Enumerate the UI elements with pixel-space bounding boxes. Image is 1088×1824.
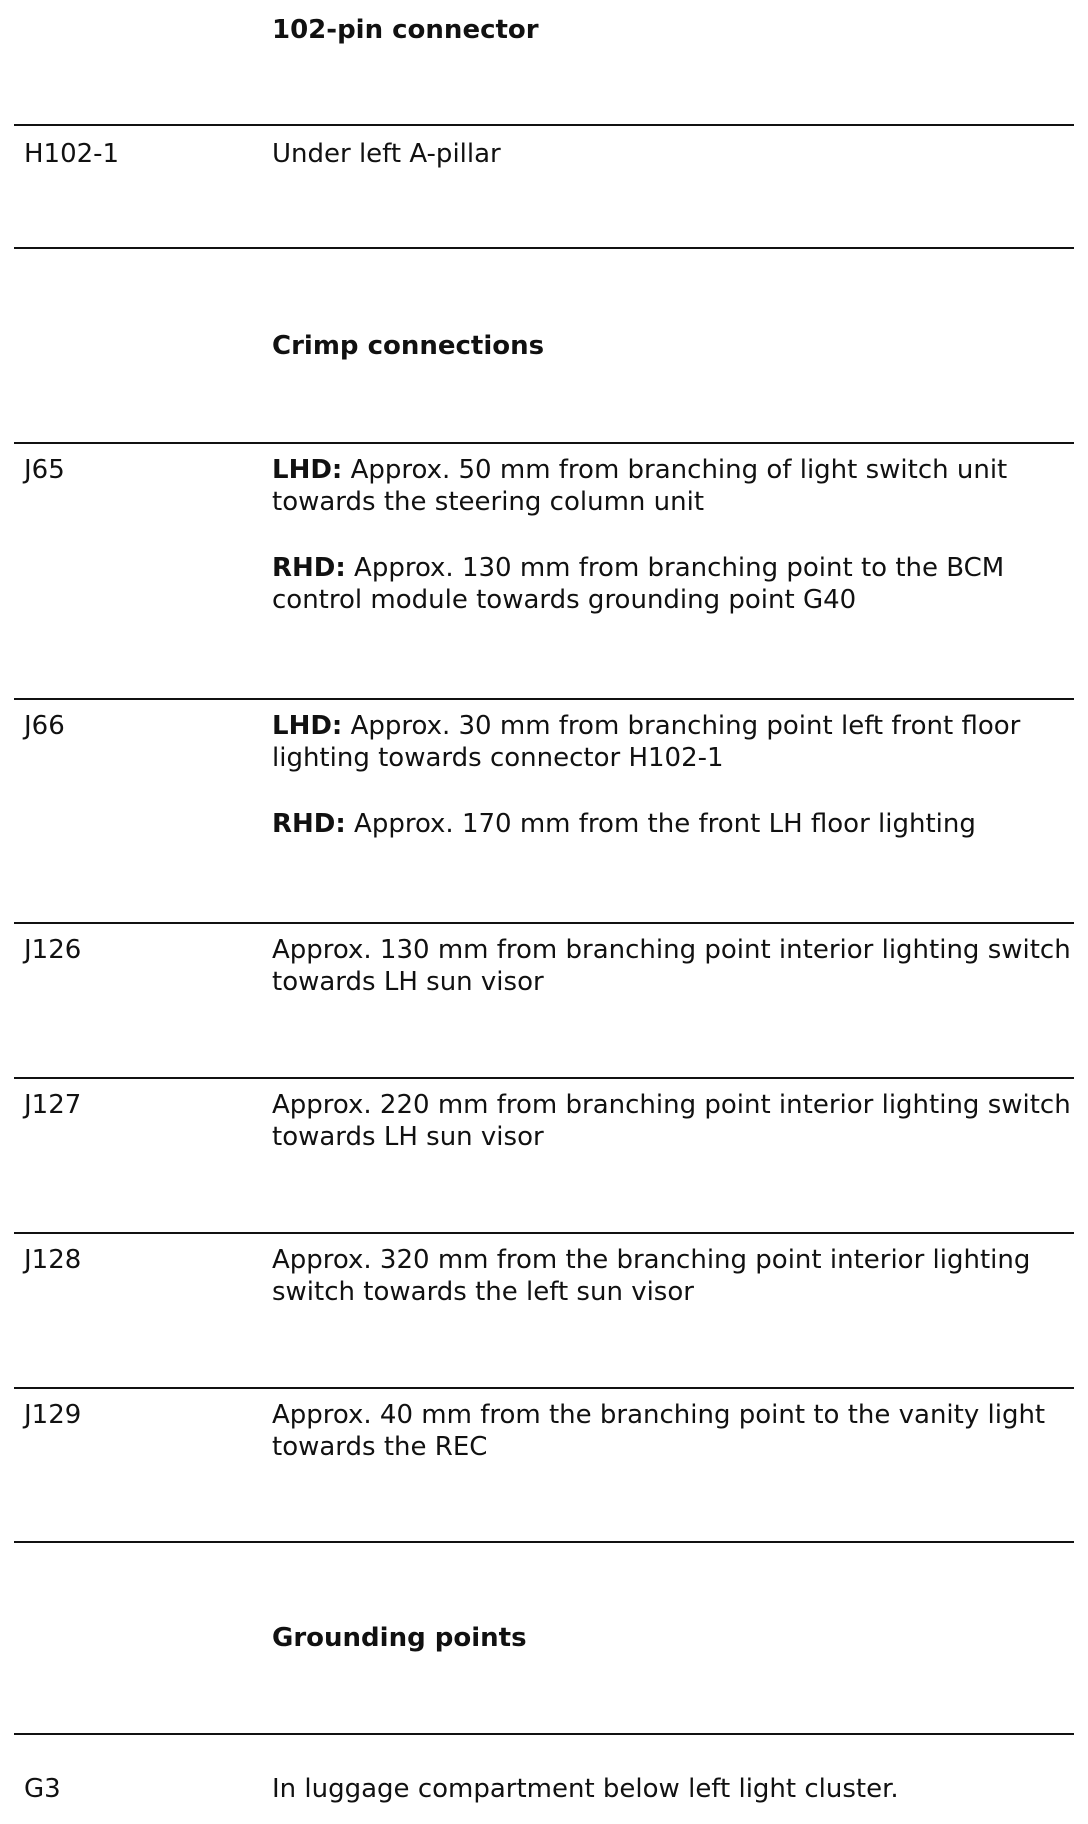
lhd-label: LHD: [272,455,343,485]
row-desc-j127 [272,1089,1072,1153]
divider [14,1077,1074,1079]
divider [14,1387,1074,1389]
row-text: Approx. 40 mm from the branching point to the vanity light towards the REC [272,1400,1046,1462]
lhd-note [272,710,1072,774]
row-code-g3: G3 [24,1774,61,1804]
rhd-text: Approx. 130 mm from branching point to the BCM control module towards grounding point G40 [272,553,1005,615]
row-desc-j66 [272,710,1072,840]
row-desc-j128 [272,1244,1072,1308]
divider [14,1541,1074,1543]
divider [14,1232,1074,1234]
row-desc-g3 [272,1773,1072,1805]
section-heading-crimp: Crimp connections [272,331,545,361]
lhd-text: Approx. 30 mm from branching point left front floor lighting towards connector H102-1 [272,711,1021,773]
lhd-note [272,454,1072,518]
row-code-h102-1: H102-1 [24,139,120,169]
row-desc-j126 [272,934,1072,998]
divider [14,247,1074,249]
rhd-label: RHD: [272,809,346,839]
row-text: In luggage compartment below left light cluster. [272,1774,899,1804]
divider [14,698,1074,700]
row-code-j128: J128 [24,1245,82,1275]
row-desc-j129 [272,1399,1072,1463]
rhd-label: RHD: [272,553,346,583]
row-text: Under left A-pillar [272,139,501,169]
row-code-j66: J66 [24,711,65,741]
row-code-j127: J127 [24,1090,82,1120]
rhd-note [272,552,1072,616]
row-text: Approx. 320 mm from the branching point interior lighting switch towards the left sun visor [272,1245,1031,1307]
section-heading-connector: 102-pin connector [272,15,539,45]
row-desc-h102-1 [272,138,1072,170]
lhd-label: LHD: [272,711,343,741]
divider [14,124,1074,126]
lhd-text: Approx. 50 mm from branching of light switch unit towards the steering column unit [272,455,1008,517]
rhd-note [272,808,1072,840]
rhd-text: Approx. 170 mm from the front LH floor lighting [345,809,976,839]
row-text: Approx. 220 mm from branching point interior lighting switch towards LH sun visor [272,1090,1071,1152]
row-text: Approx. 130 mm from branching point interior lighting switch towards LH sun visor [272,935,1071,997]
divider [14,922,1074,924]
row-desc-j65 [272,454,1072,616]
row-code-j129: J129 [24,1400,82,1430]
row-code-j65: J65 [24,455,65,485]
divider [14,442,1074,444]
divider [14,1733,1074,1735]
row-code-j126: J126 [24,935,82,965]
section-heading-grounding: Grounding points [272,1623,527,1653]
